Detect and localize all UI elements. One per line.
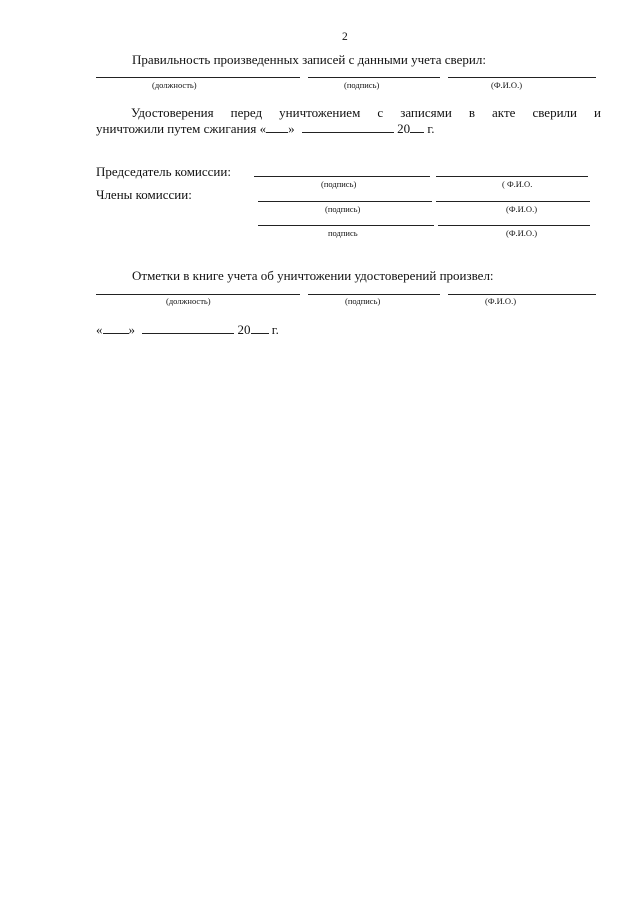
member2-name-line (438, 225, 590, 226)
day-blank (266, 122, 288, 133)
book-name-line (448, 294, 596, 295)
position-caption: (должность) (152, 80, 197, 90)
member2-signature-line (258, 225, 434, 226)
member1-signature-caption: (подпись) (325, 204, 361, 214)
quote-close: » (288, 121, 295, 136)
book-position-caption: (должность) (166, 296, 211, 306)
member2-signature-caption: подпись (328, 228, 358, 238)
signature-line (308, 77, 440, 78)
name-caption: (Ф.И.О.) (491, 80, 523, 90)
month-blank (302, 122, 394, 133)
signature-caption: (подпись) (344, 80, 380, 90)
destruction-line-2 (96, 121, 435, 137)
member1-name-line (436, 201, 590, 202)
position-line (96, 77, 300, 78)
date-year-suffix: г. (271, 322, 279, 337)
destruction-line-1: Удостоверения перед уничтожением с записями в акте сверили и (131, 105, 601, 120)
chairman-signature-caption: (подпись) (321, 179, 357, 189)
year-suffix: г. (427, 121, 435, 136)
book-marks-heading: Отметки в книге учета об уничтожении удостоверений произвел: (132, 268, 494, 283)
date-day-blank (103, 323, 129, 334)
year-prefix: 20 (397, 121, 411, 136)
date-close-quote: » (128, 322, 135, 337)
date-year-prefix: 20 (237, 322, 251, 337)
member1-name-caption: (Ф.И.О.) (506, 204, 538, 214)
verification-heading: Правильность произведенных записей с данными учета сверил: (132, 52, 486, 67)
name-line (448, 77, 596, 78)
page-number: 2 (342, 31, 348, 43)
destruction-line-2-text: уничтожили путем сжигания « (96, 121, 267, 136)
date-open-quote: « (96, 322, 103, 337)
chairman-name-caption: ( Ф.И.О. (502, 179, 533, 189)
chairman-label: Председатель комиссии: (96, 164, 231, 179)
member1-signature-line (258, 201, 432, 202)
member2-name-caption: (Ф.И.О.) (506, 228, 538, 238)
date-line (96, 322, 279, 338)
book-signature-caption: (подпись) (345, 296, 381, 306)
date-year-blank (251, 323, 269, 334)
date-month-blank (142, 323, 234, 334)
book-position-line (96, 294, 300, 295)
book-name-caption: (Ф.И.О.) (485, 296, 517, 306)
members-label: Члены комиссии: (96, 187, 192, 202)
chairman-name-line (436, 176, 588, 177)
chairman-signature-line (254, 176, 430, 177)
year-blank (410, 122, 424, 133)
book-signature-line (308, 294, 440, 295)
